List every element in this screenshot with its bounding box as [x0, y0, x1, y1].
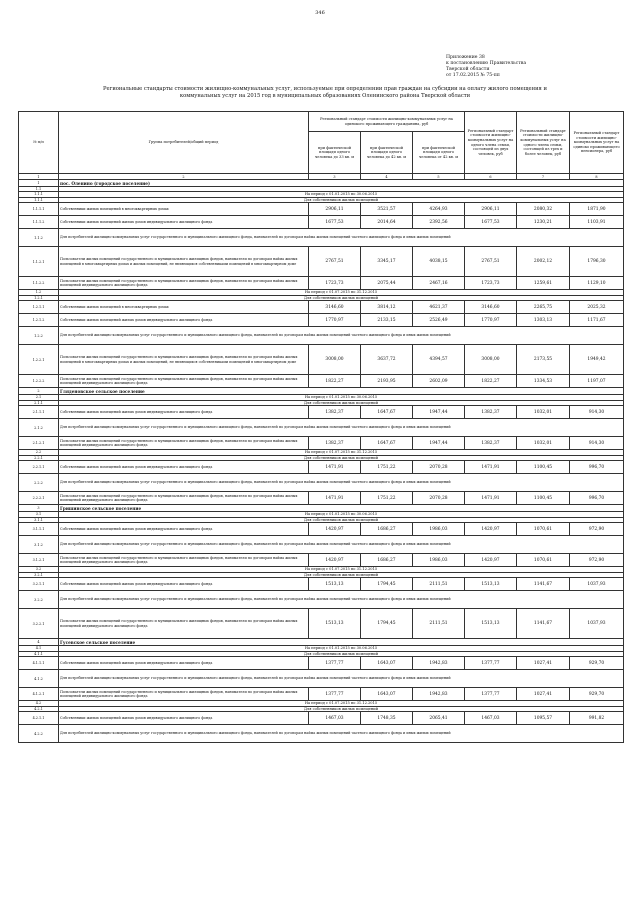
row-code: 1.1.1 [19, 192, 59, 198]
row-value: 3008,00 [465, 345, 517, 375]
period-label: На период с 01.01.2015 по 30.06.2015 [59, 646, 624, 652]
header-three-person: Региональный стандарт стоимости жилищно-коммунальных услуг на одного члена семьи, состоящей из трех и более человек, руб [517, 112, 570, 174]
row-code: 4.2.1.1 [19, 712, 59, 725]
row-value: 1986,03 [413, 523, 465, 536]
row-value: 1794,45 [361, 578, 413, 591]
row-value: 1471,91 [465, 492, 517, 505]
row-value: 929,70 [570, 657, 624, 670]
row-value: 1032,01 [517, 406, 570, 419]
row-group-label: Пользователи жилых помещений государственного и муниципального жилищных фондов, наниматели по договорам найма жилых помещений индивидуального жилищного фонда [59, 688, 309, 701]
row-value: 2906,11 [465, 203, 517, 216]
row-code: 4.1.2 [19, 670, 59, 688]
row-value: 2767,51 [465, 247, 517, 277]
row-group-label: Пользователи жилых помещений государственного и муниципального жилищных фондов, наниматели по договорам найма жилых помещений индивидуального жилищного фонда [59, 277, 309, 290]
row-value: 1770,97 [465, 314, 517, 327]
row-value: 1986,03 [413, 554, 465, 567]
row-value: 1420,97 [465, 554, 517, 567]
section-title: Гусевское сельское поселение [59, 639, 624, 646]
row-value: 991,82 [570, 712, 624, 725]
section-row [19, 505, 624, 512]
row-value: 1751,22 [361, 461, 413, 474]
row-value: 1751,22 [361, 492, 413, 505]
row-value: 3146,60 [465, 301, 517, 314]
group-heading-row [19, 725, 624, 743]
table-row [19, 523, 624, 536]
row-value: 1822,27 [309, 375, 361, 388]
row-value: 1513,13 [465, 578, 517, 591]
period-label: На период с 01.07.2015 по 31.12.2015 [59, 290, 624, 296]
appendix-line: от 17.02.2015 № 75-пп [446, 73, 500, 78]
column-number: 1 [19, 174, 59, 180]
row-code: 1.2 [19, 290, 59, 296]
row-code: 1.1.1.2 [19, 216, 59, 229]
row-value: 2075,44 [361, 277, 413, 290]
row-value: 2265,75 [517, 301, 570, 314]
row-group-label: Пользователи жилых помещений государственного и муниципального жилищных фондов, наниматели по договорам найма жилых помещений индивидуального жилищного фонда [59, 492, 309, 505]
row-code: 4.1.1.1 [19, 657, 59, 670]
row-value: 1377,77 [309, 688, 361, 701]
group-heading-row [19, 419, 624, 437]
row-code: 2.1.2.1 [19, 437, 59, 450]
row-value: 1686,27 [361, 523, 413, 536]
header-area-over-42: при фактической площади одного человека от 42 кв. м [413, 132, 465, 174]
group-heading: Для потребителей жилищно-коммунальных услуг государственного и муниципального жилищного фонда, нанимателей по договорам найма жилых помещений частного жилищного фонда и иных жилых помещений [59, 474, 624, 492]
row-code: 4.1.1 [19, 651, 59, 657]
row-code: 3.1.2 [19, 536, 59, 554]
row-value: 1027,41 [517, 688, 570, 701]
row-code: 4.2.2 [19, 725, 59, 743]
row-value: 1037,93 [570, 578, 624, 591]
row-value: 1171,67 [570, 314, 624, 327]
appendix-line: Приложение 38 [446, 55, 485, 60]
row-value: 1471,91 [465, 461, 517, 474]
row-value: 2080,32 [517, 203, 570, 216]
row-code: 1.2.2 [19, 327, 59, 345]
row-value: 3345,17 [361, 247, 413, 277]
period-label: Для собственников жилых помещений [59, 651, 624, 657]
row-value: 1748,35 [361, 712, 413, 725]
row-value: 1103,91 [570, 216, 624, 229]
row-code: 3.1.1 [19, 517, 59, 523]
row-value: 1513,13 [465, 609, 517, 639]
row-value: 1796,30 [570, 247, 624, 277]
table-row [19, 492, 624, 505]
row-value: 1871,90 [570, 203, 624, 216]
row-value: 1382,37 [309, 406, 361, 419]
row-value: 1032,01 [517, 437, 570, 450]
period-label: На период с 01.01.2015 по 30.06.2015 [59, 192, 624, 198]
row-value: 4621,37 [413, 301, 465, 314]
row-code: 1 [19, 180, 59, 187]
group-heading-row [19, 229, 624, 247]
row-group-label: Пользователи жилых помещений государственного и муниципального жилищных фондов, наниматели по договорам найма жилых помещений в многоквартирных домах и жилых помещений, не являющихся собственниками помещений в многоквартирном доме [59, 247, 309, 277]
section-title: Гришинское сельское поселение [59, 505, 624, 512]
table-row [19, 216, 624, 229]
row-value: 1770,97 [309, 314, 361, 327]
column-number: 5 [413, 174, 465, 180]
row-code: 2.2 [19, 450, 59, 456]
row-value: 1942,83 [413, 657, 465, 670]
standards-table [18, 111, 624, 743]
row-value: 972,90 [570, 554, 624, 567]
row-value: 2602,09 [413, 375, 465, 388]
row-code: 1.1 [19, 187, 59, 192]
column-number: 3 [309, 174, 361, 180]
row-group-label: Собственники жилых помещений жилых домов индивидуального жилищного фонда [59, 657, 309, 670]
header-group: Группа потребителей/общий период [59, 112, 309, 174]
row-value: 996,70 [570, 492, 624, 505]
column-number: 4 [361, 174, 413, 180]
row-code: 2.2.2.1 [19, 492, 59, 505]
table-row [19, 406, 624, 419]
row-value: 1467,03 [465, 712, 517, 725]
row-value: 1949,42 [570, 345, 624, 375]
row-code: 3.2.2.1 [19, 609, 59, 639]
group-heading: Для потребителей жилищно-коммунальных услуг государственного и муниципального жилищного фонда, нанимателей по договорам найма жилых помещений частного жилищного фонда и иных жилых помещений [59, 229, 624, 247]
row-value: 1420,97 [465, 523, 517, 536]
row-code: 1.2.1.1 [19, 301, 59, 314]
column-number: 7 [517, 174, 570, 180]
row-value: 3146,60 [309, 301, 361, 314]
column-number: 6 [465, 174, 517, 180]
row-code: 2.2.2 [19, 474, 59, 492]
row-group-label: Пользователи жилых помещений государственного и муниципального жилищных фондов, наниматели по договорам найма жилых помещений индивидуального жилищного фонда [59, 437, 309, 450]
row-value: 1677,53 [465, 216, 517, 229]
row-code: 3.2.2 [19, 591, 59, 609]
table-row [19, 277, 624, 290]
row-value: 1420,97 [309, 523, 361, 536]
period-label: На период с 01.01.2015 по 30.06.2015 [59, 395, 624, 401]
row-value: 2111,51 [413, 578, 465, 591]
row-value: 2070,28 [413, 461, 465, 474]
row-value: 1197,07 [570, 375, 624, 388]
group-heading-row [19, 327, 624, 345]
appendix-block [446, 55, 616, 79]
row-group-label: Собственники жилых помещений жилых домов индивидуального жилищного фонда [59, 578, 309, 591]
row-code: 1.1.2 [19, 229, 59, 247]
period-label: Для собственников жилых помещений [59, 295, 624, 301]
document-title: Региональные стандарты стоимости жилищно-коммунальных услуг, используемые при определении прав граждан на субсидии на оплату жилого помещения и коммунальных услуг на 2015 год в муниципальных образованиях Оленинского района Тверской области [103, 86, 547, 99]
table-row [19, 554, 624, 567]
row-code: 3.1.2.1 [19, 554, 59, 567]
row-value: 914,30 [570, 437, 624, 450]
row-value: 1471,91 [309, 492, 361, 505]
group-heading-row [19, 670, 624, 688]
row-value: 1259,61 [517, 277, 570, 290]
row-value: 2173,55 [517, 345, 570, 375]
row-value: 1420,97 [309, 554, 361, 567]
row-code: 4.1.2.1 [19, 688, 59, 701]
row-value: 2070,28 [413, 492, 465, 505]
section-row [19, 180, 624, 187]
header-pensioner: Региональный стандарт стоимости жилищно-коммунальных услуг на одиноко проживающего пенсионера, руб [570, 112, 624, 174]
row-code: 4 [19, 639, 59, 646]
table-row [19, 712, 624, 725]
row-value: 2906,11 [309, 203, 361, 216]
table-row [19, 657, 624, 670]
page-number: 346 [315, 10, 325, 16]
row-code: 1.1.2.1 [19, 247, 59, 277]
table-row [19, 314, 624, 327]
row-value: 1947,44 [413, 406, 465, 419]
table-row [19, 688, 624, 701]
row-group-label: Собственники жилых помещений жилых домов индивидуального жилищного фонда [59, 712, 309, 725]
row-value: 1377,77 [465, 657, 517, 670]
group-heading-row [19, 474, 624, 492]
row-value: 1723,73 [465, 277, 517, 290]
table-row [19, 437, 624, 450]
table-row [19, 461, 624, 474]
row-code: 2.1 [19, 395, 59, 401]
row-code: 2.2.1.1 [19, 461, 59, 474]
row-code: 3.1.1.1 [19, 523, 59, 536]
row-value: 1141,67 [517, 578, 570, 591]
row-group-label: Собственники жилых помещений жилых домов индивидуального жилищного фонда [59, 314, 309, 327]
row-value: 996,70 [570, 461, 624, 474]
row-value: 2392,56 [413, 216, 465, 229]
row-code: 4.2 [19, 701, 59, 707]
row-value: 1723,73 [309, 277, 361, 290]
row-group-label: Собственники жилых помещений жилых домов индивидуального жилищного фонда [59, 523, 309, 536]
row-group-label: Собственники жилых помещений жилых домов индивидуального жилищного фонда [59, 216, 309, 229]
row-code: 3 [19, 505, 59, 512]
row-value: 2014,64 [361, 216, 413, 229]
group-heading: Для потребителей жилищно-коммунальных услуг государственного и муниципального жилищного фонда, нанимателей по договорам найма жилых помещений частного жилищного фонда и иных жилых помещений [59, 725, 624, 743]
row-value: 1141,67 [517, 609, 570, 639]
row-value: 1643,07 [361, 688, 413, 701]
row-value: 1947,44 [413, 437, 465, 450]
row-value: 914,30 [570, 406, 624, 419]
row-code: 1.2.1 [19, 295, 59, 301]
row-value: 1334,53 [517, 375, 570, 388]
row-value: 1100,45 [517, 492, 570, 505]
row-value: 1070,61 [517, 523, 570, 536]
table-row [19, 203, 624, 216]
row-value: 1382,37 [465, 406, 517, 419]
row-value: 3008,00 [309, 345, 361, 375]
row-value: 1382,37 [465, 437, 517, 450]
appendix-line: к постановлению Правительства [446, 61, 527, 66]
group-heading: Для потребителей жилищно-коммунальных услуг государственного и муниципального жилищного фонда, нанимателей по договорам найма жилых помещений частного жилищного фонда и иных жилых помещений [59, 670, 624, 688]
period-label: На период с 01.07.2015 по 31.12.2015 [59, 450, 624, 456]
row-value: 4264,93 [413, 203, 465, 216]
row-group-label: Собственники жилых помещений жилых домов индивидуального жилищного фонда [59, 461, 309, 474]
row-group-label: Собственники жилых помещений жилых домов индивидуального жилищного фонда [59, 406, 309, 419]
row-value: 2193,95 [361, 375, 413, 388]
group-heading: Для потребителей жилищно-коммунальных услуг государственного и муниципального жилищного фонда, нанимателей по договорам найма жилых помещений частного жилищного фонда и иных жилых помещений [59, 591, 624, 609]
header-num: № п/п [19, 112, 59, 174]
row-value: 1303,13 [517, 314, 570, 327]
row-code: 1.2.2.2 [19, 375, 59, 388]
period-label: Для собственников жилых помещений [59, 517, 624, 523]
row-group-label: Собственники жилых помещений в многоквартирных домах [59, 301, 309, 314]
row-group-label: Пользователи жилых помещений государственного и муниципального жилищных фондов, наниматели по договорам найма жилых помещений индивидуального жилищного фонда [59, 375, 309, 388]
section-title: Гляденовское сельское поселение [59, 388, 624, 395]
row-value: 1382,37 [309, 437, 361, 450]
row-value: 1513,13 [309, 578, 361, 591]
row-value: 1794,45 [361, 609, 413, 639]
header-two-person: Региональный стандарт стоимости жилищно-коммунальных услуг на одного члена семьи, состоящей из двух человек, руб [465, 112, 517, 174]
row-value: 972,90 [570, 523, 624, 536]
column-number: 8 [570, 174, 624, 180]
row-code: 2 [19, 388, 59, 395]
row-value: 1377,77 [309, 657, 361, 670]
table-row [19, 609, 624, 639]
row-group-label: Пользователи жилых помещений государственного и муниципального жилищных фондов, наниматели по договорам найма жилых помещений в многоквартирных домах и жилых помещений, не являющихся собственниками помещений в многоквартирном доме [59, 345, 309, 375]
period-label: На период с 01.07.2015 по 31.12.2015 [59, 567, 624, 573]
row-code: 3.2.1 [19, 572, 59, 578]
group-heading-row [19, 591, 624, 609]
row-value: 2002,12 [517, 247, 570, 277]
section-row [19, 388, 624, 395]
row-value: 1647,67 [361, 437, 413, 450]
group-heading: Для потребителей жилищно-коммунальных услуг государственного и муниципального жилищного фонда, нанимателей по договорам найма жилых помещений частного жилищного фонда и иных жилых помещений [59, 327, 624, 345]
section-row [19, 639, 624, 646]
row-value: 1027,41 [517, 657, 570, 670]
row-code: 3.1 [19, 512, 59, 518]
row-code: 4.2.1 [19, 706, 59, 712]
row-value: 1942,83 [413, 688, 465, 701]
header-single-standard: Региональный стандарт стоимости жилищно-коммунальных услуг на одинокого проживающего гражданина, руб [309, 112, 465, 132]
row-code: 2.2.1 [19, 455, 59, 461]
row-value: 929,70 [570, 688, 624, 701]
row-value: 4038,15 [413, 247, 465, 277]
row-value: 1070,61 [517, 554, 570, 567]
header-area-42: при фактической площади одного человека до 42 кв. м [361, 132, 413, 174]
period-label: Для собственников жилых помещений [59, 455, 624, 461]
period-label: На период с 01.07.2015 по 31.12.2015 [59, 701, 624, 707]
row-value: 2025,32 [570, 301, 624, 314]
row-value: 1037,93 [570, 609, 624, 639]
row-group-label: Пользователи жилых помещений государственного и муниципального жилищных фондов, наниматели по договорам найма жилых помещений индивидуального жилищного фонда [59, 609, 309, 639]
period-label: Для собственников жилых помещений [59, 197, 624, 203]
row-value: 1647,67 [361, 406, 413, 419]
table-row [19, 247, 624, 277]
row-value: 1471,91 [309, 461, 361, 474]
row-value: 1230,21 [517, 216, 570, 229]
row-value: 2767,51 [309, 247, 361, 277]
period-label: На период с 01.01.2015 по 30.06.2015 [59, 512, 624, 518]
row-code: 2.1.2 [19, 419, 59, 437]
row-group-label: Собственники жилых помещений в многоквартирных домах [59, 203, 309, 216]
row-code: 3.2.1.1 [19, 578, 59, 591]
row-code: 1.2.1.2 [19, 314, 59, 327]
row-value: 2065,41 [413, 712, 465, 725]
row-value: 1095,57 [517, 712, 570, 725]
table-row [19, 375, 624, 388]
appendix-line: Тверской области [446, 67, 490, 72]
header-area-33: при фактической площади одного человека до 33 кв. м [309, 132, 361, 174]
table-row [19, 301, 624, 314]
row-code: 2.1.1.1 [19, 406, 59, 419]
period-label: Для собственников жилых помещений [59, 400, 624, 406]
table-row [19, 578, 624, 591]
row-value: 2111,51 [413, 609, 465, 639]
row-group-label: Пользователи жилых помещений государственного и муниципального жилищных фондов, наниматели по договорам найма жилых помещений индивидуального жилищного фонда [59, 554, 309, 567]
row-value: 1100,45 [517, 461, 570, 474]
row-value: 3814,12 [361, 301, 413, 314]
row-code: 1.1.2.2 [19, 277, 59, 290]
group-heading: Для потребителей жилищно-коммунальных услуг государственного и муниципального жилищного фонда, нанимателей по договорам найма жилых помещений частного жилищного фонда и иных жилых помещений [59, 536, 624, 554]
row-value: 1686,27 [361, 554, 413, 567]
row-value: 1129,10 [570, 277, 624, 290]
group-heading-row [19, 536, 624, 554]
row-code: 1.1.1 [19, 197, 59, 203]
period-label: Для собственников жилых помещений [59, 706, 624, 712]
period-label: Для собственников жилых помещений [59, 572, 624, 578]
row-value: 2133,15 [361, 314, 413, 327]
table-row [19, 345, 624, 375]
group-heading: Для потребителей жилищно-коммунальных услуг государственного и муниципального жилищного фонда, нанимателей по договорам найма жилых помещений частного жилищного фонда и иных жилых помещений [59, 419, 624, 437]
section-title: пос. Оленино (городское поселение) [59, 180, 624, 187]
row-code: 2.1.1 [19, 400, 59, 406]
row-value: 1513,13 [309, 609, 361, 639]
row-code: 3.2 [19, 567, 59, 573]
row-value: 2467,16 [413, 277, 465, 290]
row-value: 2526,49 [413, 314, 465, 327]
row-code: 1.2.2.1 [19, 345, 59, 375]
row-value: 3637,72 [361, 345, 413, 375]
row-value: 1822,27 [465, 375, 517, 388]
column-number: 2 [59, 174, 309, 180]
row-code: 4.1 [19, 646, 59, 652]
row-value: 1467,03 [309, 712, 361, 725]
row-value: 1677,53 [309, 216, 361, 229]
row-value: 1643,07 [361, 657, 413, 670]
row-value: 3521,57 [361, 203, 413, 216]
row-value: 1377,77 [465, 688, 517, 701]
row-code: 1.1.1.1 [19, 203, 59, 216]
row-value: 4394,57 [413, 345, 465, 375]
